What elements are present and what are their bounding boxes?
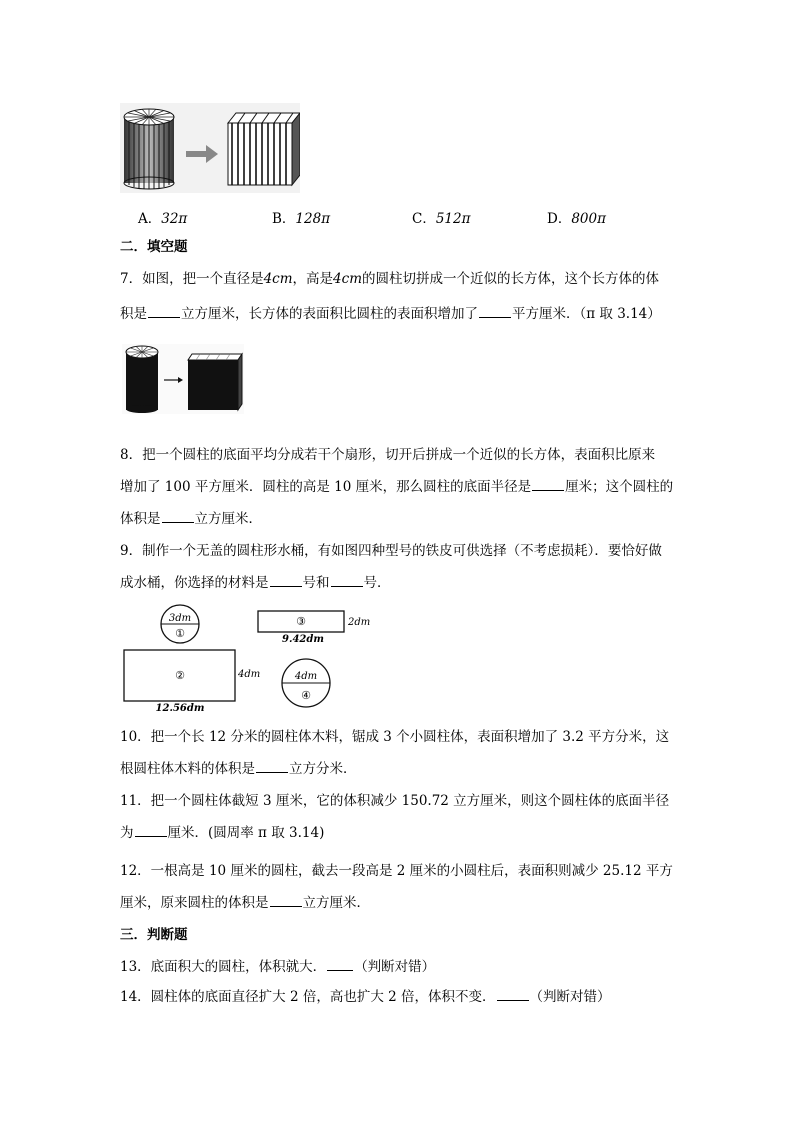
q7-cylinder-to-cuboid-figure — [122, 344, 244, 414]
material-3-width-label: 9.42dm — [282, 634, 324, 645]
q7-answer-blank-1[interactable] — [148, 305, 180, 318]
q9-answer-blank-2[interactable] — [331, 574, 363, 587]
q6-option-letter: D． — [547, 211, 572, 227]
q13-answer-blank[interactable] — [327, 958, 353, 971]
q12-line-2 — [120, 894, 370, 912]
q9-text: 成水桶，你选择的材料是 — [120, 575, 269, 591]
material-2-number: ② — [175, 669, 185, 682]
q14-text: 14．圆柱体的底面直径扩大 2 倍，高也扩大 2 倍，体积不变． — [120, 989, 496, 1005]
material-1-number: ① — [175, 627, 185, 640]
q6-option-d[interactable] — [547, 207, 606, 227]
q6-cylinder-to-cuboid-figure — [120, 103, 300, 193]
q6-option-b[interactable] — [272, 207, 330, 227]
q6-option-value: 32π — [161, 211, 188, 227]
q11-line-1: 11．把一个圆柱体截短 3 厘米，它的体积减少 150.72 立方厘米，则这个圆柱体的底面半径 — [120, 793, 670, 809]
q7-text: 平方厘米．（π 取 3.14） — [512, 306, 661, 322]
q6-option-value: 800π — [571, 211, 606, 227]
q8-answer-blank-1[interactable] — [532, 478, 564, 491]
q11-answer-blank[interactable] — [135, 824, 167, 837]
q7-height: 4cm — [333, 271, 362, 287]
q6-option-letter: C． — [412, 211, 436, 227]
q7-text: 的圆柱切拼成一个近似的长方体，这个长方体的体 — [362, 271, 659, 287]
material-3-height-label: 2dm — [348, 617, 371, 628]
material-1-diameter-label: 3dm — [168, 613, 192, 624]
material-2-width-label: 12.56dm — [155, 703, 205, 714]
q7-text: 积是 — [120, 306, 147, 322]
q11-text: 厘米．(圆周率 π 取 3.14) — [167, 825, 325, 841]
q6-option-value: 128π — [295, 211, 331, 227]
q8-text: 体积是 — [120, 511, 161, 527]
q9-answer-blank-1[interactable] — [270, 574, 302, 587]
q7-line-1 — [120, 270, 659, 288]
q12-text: 厘米，原来圆柱的体积是 — [120, 895, 269, 911]
q10-text: 根圆柱体木料的体积是 — [120, 761, 255, 777]
material-4-number: ④ — [301, 689, 311, 702]
q13-line — [120, 958, 435, 976]
q7-diameter: 4cm — [263, 271, 293, 287]
q7-answer-blank-2[interactable] — [479, 305, 511, 318]
q9-text: 号和 — [302, 575, 330, 591]
section-heading-true-false: 三．判断题 — [120, 927, 188, 943]
q13-text: （判断对错） — [354, 959, 436, 975]
q12-text: 立方厘米． — [302, 895, 370, 911]
q9-line-2 — [120, 574, 391, 592]
q8-text: 立方厘米． — [194, 511, 262, 527]
q6-option-a[interactable] — [138, 207, 187, 227]
q8-text: 厘米；这个圆柱的 — [565, 479, 674, 495]
q6-option-letter: B． — [272, 211, 296, 227]
q9-text: 号． — [363, 575, 391, 591]
q6-option-c[interactable] — [412, 207, 470, 227]
q9-line-1: 9．制作一个无盖的圆柱形水桶，有如图四种型号的铁皮可供选择（不考虑损耗）．要恰好做 — [120, 543, 662, 559]
q7-text: 7．如图，把一个直径是 — [120, 271, 264, 287]
q14-line — [120, 988, 611, 1006]
q6-option-letter: A． — [138, 211, 162, 227]
section-heading-fill-in: 二．填空题 — [120, 239, 188, 255]
q10-line-1: 10．把一个长 12 分米的圆柱体木料，锯成 3 个小圆柱体，表面积增加了 3.2 平方分米，这 — [120, 729, 670, 745]
q9-materials-figure — [120, 604, 380, 714]
material-2-height-label: 4dm — [238, 669, 261, 680]
material-4-diameter-label: 4dm — [294, 671, 318, 682]
q7-text: 立方厘米，长方体的表面积比圆柱的表面积增加了 — [181, 306, 478, 322]
q10-text: 立方分米． — [289, 761, 357, 777]
q10-answer-blank[interactable] — [256, 760, 288, 773]
q12-answer-blank[interactable] — [270, 894, 302, 907]
material-3-number: ③ — [296, 615, 306, 628]
q10-line-2 — [120, 760, 357, 778]
q14-text: （判断对错） — [529, 989, 611, 1005]
q13-text: 13．底面积大的圆柱，体积就大． — [120, 959, 327, 975]
q8-line-1: 8．把一个圆柱的底面平均分成若干个扇形，切开后拼成一个近似的长方体，表面积比原来 — [120, 447, 656, 463]
q11-text: 为 — [120, 825, 134, 841]
q8-text: 增加了 100 平方厘米．圆柱的高是 10 厘米，那么圆柱的底面半径是 — [120, 479, 532, 495]
q8-answer-blank-2[interactable] — [162, 510, 194, 523]
q8-line-3 — [120, 510, 262, 528]
q7-text: ，高是 — [292, 271, 334, 287]
q7-line-2 — [120, 305, 661, 323]
q12-line-1: 12．一根高是 10 厘米的圆柱，截去一段高是 2 厘米的小圆柱后，表面积则减少 25.12 平方 — [120, 863, 673, 879]
q11-line-2 — [120, 824, 324, 842]
q8-line-2 — [120, 478, 673, 496]
q14-answer-blank[interactable] — [497, 988, 529, 1001]
q6-option-value: 512π — [435, 211, 471, 227]
